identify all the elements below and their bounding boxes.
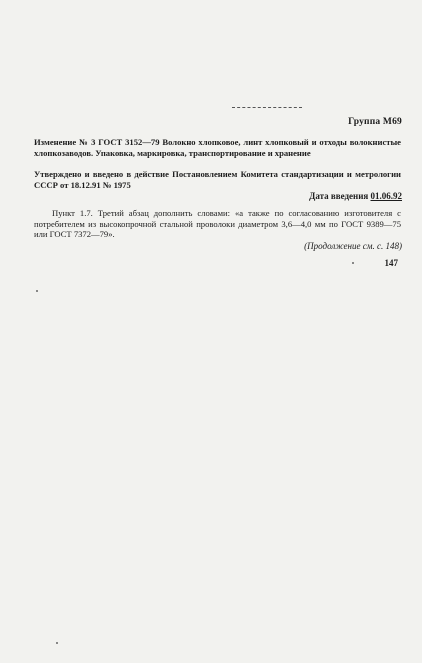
header-rule [232,107,302,108]
amendment-title: Изменение № 3 ГОСТ 3152—79 Волокно хлопковое, линт хлопковый и отходы волокнистые хлопкозаводов. Упаковка, маркировка, транспортирование и хранение [34,137,401,158]
scan-speck [56,642,58,644]
continuation-note: (Продолжение см. с. 148) [304,241,402,251]
scan-speck [352,262,354,264]
group-code: Группа М69 [348,117,402,127]
page-number: 147 [384,258,398,268]
approval-statement: Утверждено и введено в действие Постановлением Комитета стандартизации и метрологии СССР от 18.12.91 № 1975 [34,169,401,190]
effective-date [309,191,402,201]
amendment-paragraph: Пункт 1.7. Третий абзац дополнить словами: «а также по согласованию изготовителя с потребителем из высокопрочной стальной проволоки диаметром 3,6—4,0 мм по ГОСТ 9389—75 или ГОСТ 7372—79». [34,208,401,239]
effective-date-value: 01.06.92 [370,191,402,201]
scan-speck [36,290,38,292]
effective-date-label: Дата введения [309,191,369,201]
